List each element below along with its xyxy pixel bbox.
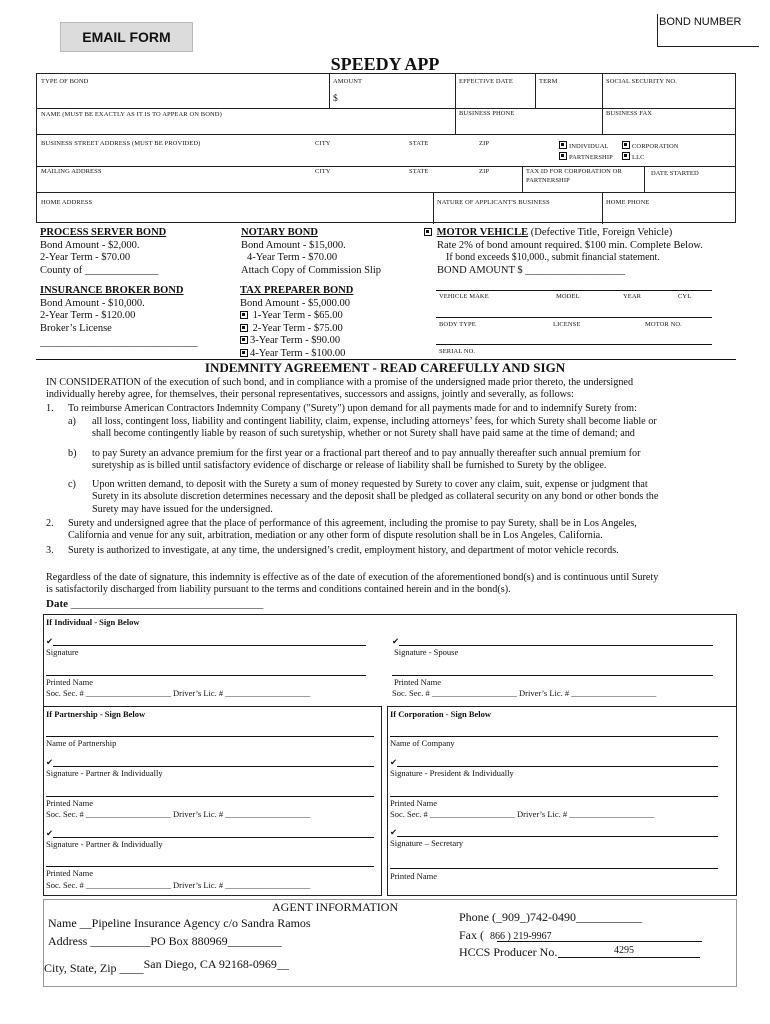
home-address-label: HOME ADDRESS bbox=[41, 199, 93, 206]
process-server-term: 2-Year Term - $70.00 bbox=[40, 252, 131, 263]
business-fax-label: BUSINESS FAX bbox=[606, 110, 653, 117]
soc-sec-label: Soc. Sec. # ____________________ Driver’s Lic. # ____________________ bbox=[390, 809, 655, 819]
clause-3-text: Surety is authorized to investigate, at any time, the undersigned’s credit, employment history, and department of motor vehicle records. bbox=[68, 545, 619, 556]
corporation-checkbox[interactable] bbox=[622, 141, 630, 149]
agent-info-heading: AGENT INFORMATION bbox=[272, 900, 399, 914]
bond-number-label: BOND NUMBER bbox=[659, 16, 742, 28]
notary-amount: Bond Amount - $15,000. bbox=[241, 239, 346, 251]
mailing-zip-label: ZIP bbox=[479, 168, 490, 175]
date-line[interactable]: ___________________________________ bbox=[70, 598, 264, 610]
tax-id-label: TAX ID FOR CORPORATION OR PARTNERSHIP bbox=[526, 168, 622, 184]
tax-preparer-amount: Bond Amount - $5,000.00 bbox=[240, 297, 350, 309]
sig-partner-label: Signature - Partner & Individually bbox=[46, 839, 163, 849]
motor-vehicle-bond[interactable] bbox=[424, 227, 703, 277]
individual-checkbox[interactable] bbox=[559, 141, 567, 149]
agent-city-value: San Diego, CA 92168-0969__ bbox=[143, 957, 289, 971]
type-of-bond-label: TYPE OF BOND bbox=[41, 78, 89, 85]
check-icon: ✔ bbox=[46, 636, 54, 646]
motor-vehicle-exceeds: If bond exceeds $10,000., submit financial statement. bbox=[446, 252, 660, 263]
process-server-bond[interactable] bbox=[40, 227, 166, 277]
sig-secretary-label: Signature – Secretary bbox=[390, 838, 464, 848]
agent-hccs-label: HCCS Producer No. bbox=[459, 945, 558, 959]
agent-name-line[interactable]: Name __Pipeline Insurance Agency c/o Sandra Ramos bbox=[48, 916, 311, 930]
clause-b-text: to pay Surety an advance premium for the first year or a fractional part thereof and to pay annually thereafter such annual premium for suretyship as is billed until satisfactory evidence of discharge or release of liability shall be furnished to Surety by the obligee. bbox=[92, 448, 641, 472]
agent-city-line[interactable] bbox=[44, 957, 289, 976]
if-corporation-label: If Corporation - Sign Below bbox=[390, 709, 492, 719]
tax-preparer-bond[interactable] bbox=[240, 285, 353, 360]
insurance-broker-bond[interactable] bbox=[40, 285, 198, 350]
process-server-county: County of ______________ bbox=[40, 264, 159, 276]
agent-address-line[interactable]: Address __________PO Box 880969_________ bbox=[48, 934, 282, 948]
tax-option-2-checkbox[interactable] bbox=[240, 324, 248, 332]
check-icon: ✔ bbox=[46, 828, 54, 838]
clause-c-text: Upon written demand, to deposit with the Surety a sum of money requested by Surety to cover any claim, suit, expense or judgment that Surety in its absolute discretion determines necessary and the deposit shall be pledged as collateral security on any bond or other bonds the Surety may have issued for the undersigned. bbox=[92, 479, 659, 515]
clause-a-letter: a) bbox=[68, 416, 76, 427]
soc-sec-label: Soc. Sec. # ____________________ Driver’s Lic. # ____________________ bbox=[392, 688, 657, 698]
printed-name-label: Printed Name bbox=[390, 798, 437, 808]
agent-phone-line[interactable]: Phone (_909_)742-0490___________ bbox=[459, 910, 642, 924]
amount-dollar: $ bbox=[333, 94, 338, 104]
term-label: TERM bbox=[539, 78, 558, 85]
tax-option-1[interactable]: 1-Year Term - $65.00 bbox=[240, 310, 353, 323]
business-phone-label: BUSINESS PHONE bbox=[459, 110, 515, 117]
effective-date-label: EFFECTIVE DATE bbox=[459, 78, 513, 85]
agent-fax-value: 866 ) 219-9967 bbox=[490, 931, 552, 942]
model-label: MODEL bbox=[556, 293, 580, 300]
entity-partnership[interactable]: PARTNERSHIP bbox=[559, 152, 613, 161]
sig-partner-label: Signature - Partner & Individually bbox=[46, 768, 163, 778]
indemnity-intro-1: IN CONSIDERATION of the execution of such bond, and in compliance with a promise of the undersigned made prior thereto, the undersigned bbox=[46, 377, 634, 388]
partnership-checkbox[interactable] bbox=[559, 152, 567, 160]
notary-term: 4-Year Term - $70.00 bbox=[247, 252, 338, 263]
agent-hccs-value: 4295 bbox=[614, 945, 634, 956]
name-label: NAME (MUST BE EXACTLY AS IT IS TO APPEAR ON BOND) bbox=[41, 111, 222, 118]
motor-vehicle-title-rest: (Defective Title, Foreign Vehicle) bbox=[528, 227, 673, 238]
sig-president-label: Signature - President & Individually bbox=[390, 768, 514, 778]
entity-corporation[interactable]: CORPORATION bbox=[622, 141, 679, 150]
body-type-label: BODY TYPE bbox=[439, 321, 476, 328]
mailing-label: MAILING ADDRESS bbox=[41, 168, 102, 175]
soc-sec-label: Soc. Sec. # ____________________ Driver’s Lic. # ____________________ bbox=[46, 880, 311, 890]
check-icon: ✔ bbox=[392, 636, 400, 646]
tax-option-3[interactable]: 3-Year Term - $90.00 bbox=[240, 335, 353, 348]
motor-vehicle-bond-amount: BOND AMOUNT $ ___________________ bbox=[437, 264, 625, 276]
state-label: STATE bbox=[409, 140, 429, 147]
clause-2-number: 2. bbox=[46, 518, 54, 529]
printed-name-label: Printed Name bbox=[46, 868, 93, 878]
agent-city-label: City, State, Zip ____ bbox=[44, 961, 144, 975]
clause-3-number: 3. bbox=[46, 545, 54, 556]
amount-label: AMOUNT bbox=[333, 78, 363, 85]
signature-label: Signature bbox=[46, 647, 79, 657]
city-label: CITY bbox=[315, 140, 331, 147]
check-icon: ✔ bbox=[390, 827, 398, 837]
serial-no-label: SERIAL NO. bbox=[439, 348, 476, 355]
motor-vehicle-checkbox[interactable] bbox=[424, 228, 432, 236]
tax-option-2[interactable]: 2-Year Term - $75.00 bbox=[240, 323, 353, 336]
mailing-state-label: STATE bbox=[409, 168, 429, 175]
mailing-city-label: CITY bbox=[315, 168, 331, 175]
date-row[interactable] bbox=[46, 598, 263, 610]
vehicle-make-label: VEHICLE MAKE bbox=[439, 293, 489, 300]
partnership-sign-box bbox=[43, 706, 382, 896]
check-icon: ✔ bbox=[46, 757, 54, 767]
notary-title: NOTARY BOND bbox=[241, 227, 318, 238]
process-server-title: PROCESS SERVER BOND bbox=[40, 227, 167, 238]
email-form-button[interactable]: EMAIL FORM bbox=[60, 22, 193, 52]
notary-bond[interactable] bbox=[241, 227, 381, 277]
broker-amount: Bond Amount - $10,000. bbox=[40, 297, 145, 309]
indemnity-intro-2: individually hereby agree, for themselves, their personal representatives, successors and assigns, jointly and severally, as follows: bbox=[46, 389, 574, 401]
entity-individual[interactable]: INDIVIDUAL bbox=[559, 141, 609, 150]
tax-option-4-checkbox[interactable] bbox=[240, 349, 248, 357]
name-of-company-label: Name of Company bbox=[390, 738, 455, 748]
process-server-amount: Bond Amount - $2,000. bbox=[40, 239, 140, 251]
date-started-label: DATE STARTED bbox=[651, 170, 699, 177]
date-label: Date bbox=[46, 598, 68, 610]
nature-label: NATURE OF APPLICANT'S BUSINESS bbox=[437, 199, 550, 206]
check-icon: ✔ bbox=[390, 757, 398, 767]
tax-preparer-title: TAX PREPARER BOND bbox=[240, 285, 354, 296]
clause-2-text: Surety and undersigned agree that the place of performance of this agreement, including the promise to pay Surety, shall be in Los Angeles, California and venue for any suit, arbitration, mediation or any other form of dispute resolution shall be in Los Angeles, California. bbox=[68, 518, 637, 542]
clause-c-letter: c) bbox=[68, 479, 76, 490]
motor-vehicle-title: MOTOR VEHICLE bbox=[436, 227, 529, 238]
applicant-info-grid bbox=[36, 73, 736, 223]
broker-term: 2-Year Term - $120.00 bbox=[40, 310, 136, 321]
motor-vehicle-rate: Rate 2% of bond amount required. $100 min. Complete Below. bbox=[437, 239, 703, 251]
zip-label: ZIP bbox=[479, 140, 490, 147]
printed-name-label: Printed Name bbox=[390, 871, 437, 881]
llc-checkbox[interactable] bbox=[622, 152, 630, 160]
page-title: SPEEDY APP bbox=[330, 54, 440, 74]
home-phone-label: HOME PHONE bbox=[606, 199, 650, 206]
notary-attach: Attach Copy of Commission Slip bbox=[241, 264, 382, 276]
clause-1-number: 1. bbox=[46, 403, 54, 414]
name-of-partnership-label: Name of Partnership bbox=[46, 738, 117, 748]
ssn-label: SOCIAL SECURITY NO. bbox=[606, 78, 677, 85]
broker-title: INSURANCE BROKER BOND bbox=[40, 285, 184, 296]
signature-spouse-label: Signature - Spouse bbox=[394, 647, 459, 657]
street-label: BUSINESS STREET ADDRESS (MUST BE PROVIDED) bbox=[41, 140, 201, 147]
agent-fax-label: Fax ( bbox=[459, 928, 484, 942]
entity-llc[interactable]: LLC bbox=[622, 152, 645, 161]
broker-license: Broker’s License bbox=[40, 322, 112, 334]
cyl-label: CYL bbox=[678, 293, 692, 300]
printed-name-label: Printed Name bbox=[394, 677, 441, 687]
license-label: LICENSE bbox=[553, 321, 581, 328]
clause-b-letter: b) bbox=[68, 448, 77, 459]
printed-name-label: Printed Name bbox=[46, 677, 93, 687]
tax-option-1-checkbox[interactable] bbox=[240, 311, 248, 319]
regardless-text: Regardless of the date of signature, this indemnity is effective as of the date of execution of the aforementioned bond(s) and is continuous until Surety is satisfactorily discharged from liability pursuant to the terms and conditions contained herein and in the bond(s). bbox=[46, 572, 659, 596]
soc-sec-label: Soc. Sec. # ____________________ Driver’s Lic. # ____________________ bbox=[46, 688, 311, 698]
if-individual-label: If Individual - Sign Below bbox=[46, 617, 140, 627]
soc-sec-label: Soc. Sec. # ____________________ Driver’s Lic. # ____________________ bbox=[46, 809, 311, 819]
year-label: YEAR bbox=[623, 293, 642, 300]
motor-no-label: MOTOR NO. bbox=[645, 321, 682, 328]
tax-option-4[interactable]: 4-Year Term - $100.00 bbox=[240, 348, 353, 361]
broker-license-line[interactable]: ______________________________ bbox=[40, 337, 198, 348]
if-partnership-label: If Partnership - Sign Below bbox=[46, 709, 146, 719]
tax-option-3-checkbox[interactable] bbox=[240, 336, 248, 344]
indemnity-heading: INDEMNITY AGREEMENT - READ CAREFULLY AND SIGN bbox=[204, 360, 566, 375]
printed-name-label: Printed Name bbox=[46, 798, 93, 808]
indemnity-text bbox=[46, 377, 738, 402]
clause-1-text: To reimburse American Contractors Indemnity Company ("Surety") upon demand for all payments made for and to indemnify Surety from: bbox=[68, 403, 637, 414]
clause-a-text: all loss, contingent loss, liability and contingent liability, claim, expense, including attorneys’ fees, for which Surety shall become liable or shall become contingently liable by reason of such suretyship, whether or not Surety shall have paid same at the time of demand; and bbox=[92, 416, 657, 440]
